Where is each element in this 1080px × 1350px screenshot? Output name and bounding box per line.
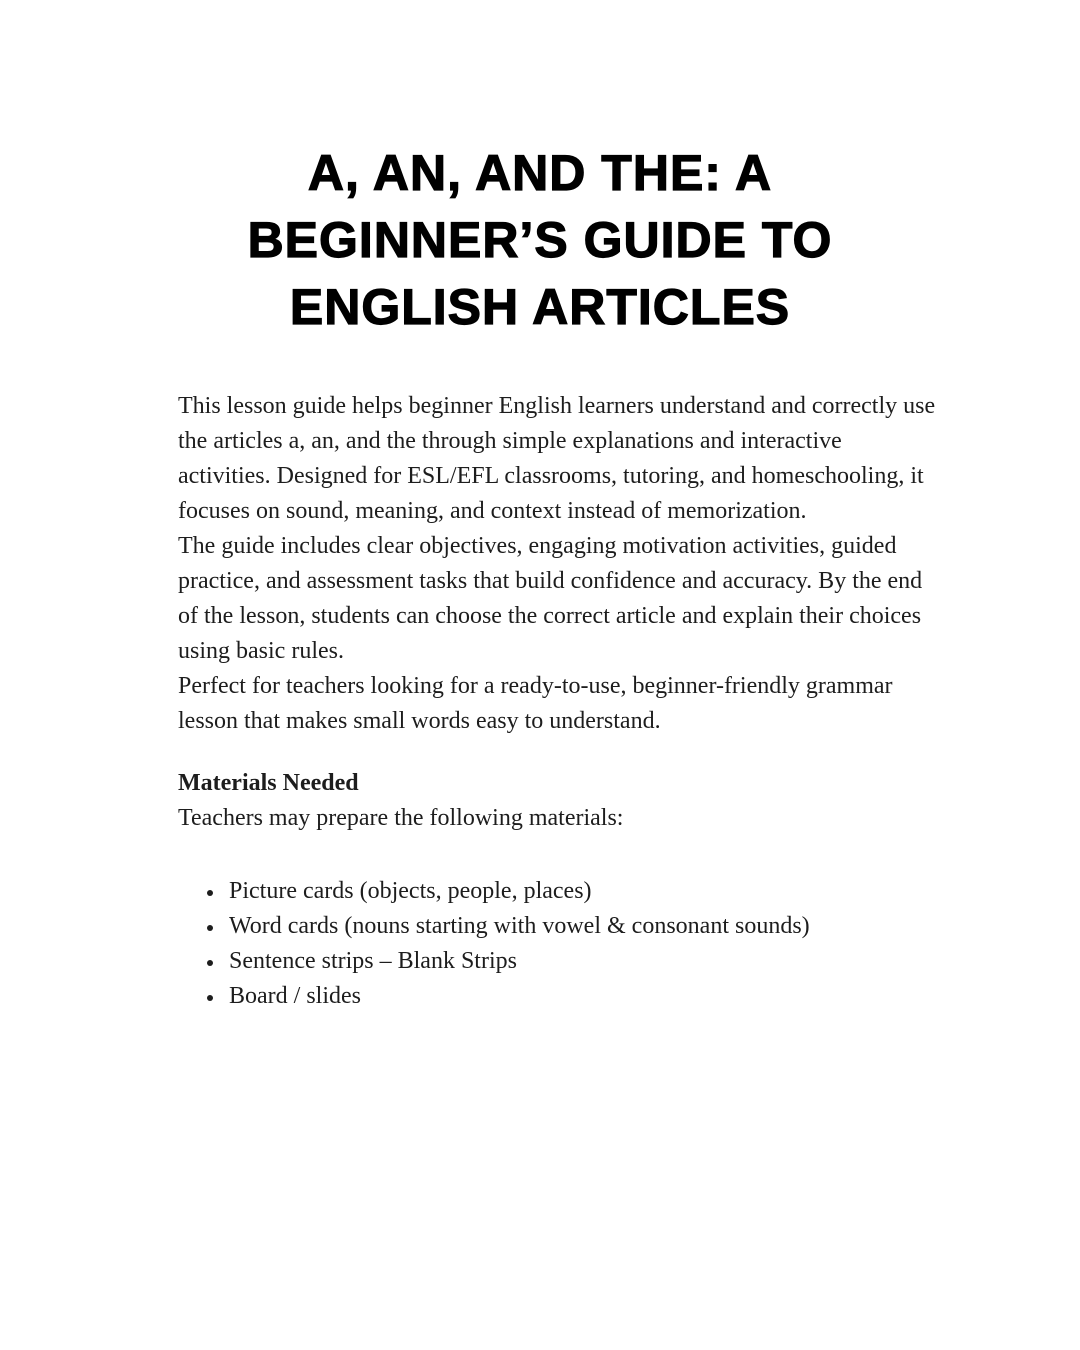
intro-paragraph-3: Perfect for teachers looking for a ready-to-use, beginner-friendly grammar lesson that makes small words easy to understand. (178, 673, 893, 734)
materials-list-item: • Board / slides (225, 979, 938, 1014)
materials-intro: Teachers may prepare the following materials: (178, 805, 624, 831)
materials-list-item: • Picture cards (objects, people, places) (225, 874, 938, 909)
intro-paragraph-2: The guide includes clear objectives, engaging motivation activities, guided practice, and assessment tasks that build confidence and accuracy. By the end of the lesson, students can choose the correct article and explain their choices using basic rules. (178, 533, 923, 664)
title-line-1: A, AN, AND THE: A (307, 145, 773, 201)
title-line-2: BEGINNER’S GUIDE TO (247, 212, 833, 268)
intro-paragraph-1: This lesson guide helps beginner English learners understand and correctly use the articles a, an, and the through simple explanations and interactive activities. Designed for ESL/EFL classrooms, tutoring, and homeschooling, it focuses on sound, meaning, and context instead of memorization. (178, 393, 936, 524)
materials-heading: Materials Needed (178, 770, 359, 796)
materials-list (178, 874, 938, 1014)
title-line-3: ENGLISH ARTICLES (289, 279, 791, 335)
document-body (178, 389, 938, 1014)
document-title (0, 140, 1080, 341)
materials-list-item: • Word cards (nouns starting with vowel & consonant sounds) (225, 909, 938, 944)
materials-list-item: • Sentence strips – Blank Strips (225, 944, 938, 979)
